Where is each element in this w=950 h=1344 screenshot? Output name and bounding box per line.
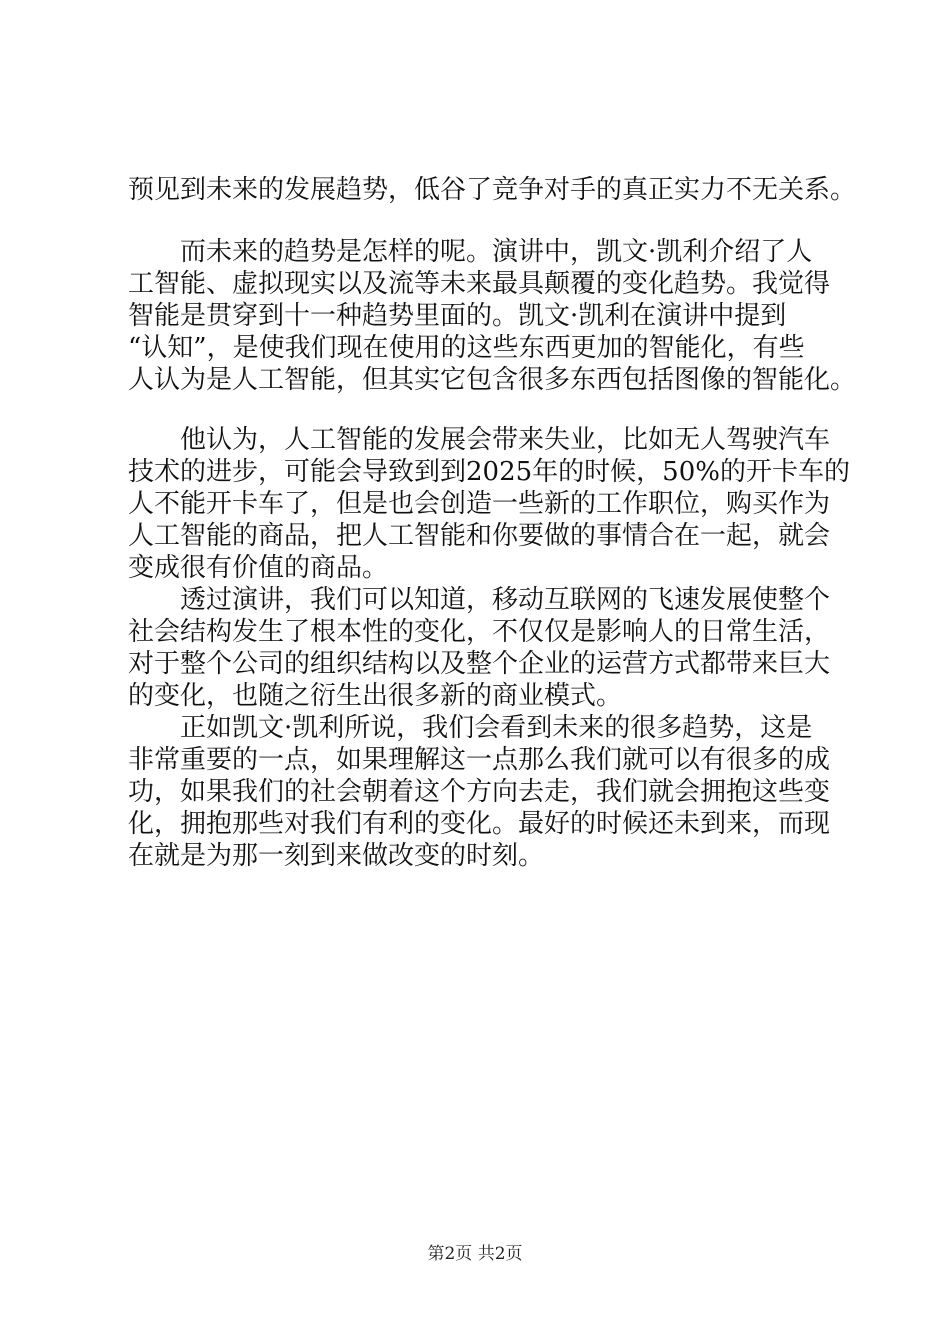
text-line: 化，拥抱那些对我们有利的变化。最好的时候还未到来，而现 [128, 809, 831, 839]
text-line: 变成很有价值的商品。 [128, 553, 389, 583]
page-number-footer: 第2页 共2页 [427, 1244, 523, 1264]
text-line: 的变化，也随之衍生出很多新的商业模式。 [128, 681, 623, 711]
text-line: 人认为是人工智能，但其实它包含很多东西包括图像的智能化。 [128, 365, 857, 395]
text-line: 社会结构发生了根本性的变化，不仅仅是影响人的日常生活， [128, 617, 831, 647]
text-line: 正如凯文·凯利所说，我们会看到未来的很多趋势，这是 [128, 713, 813, 743]
text-line: 在就是为那一刻到来做改变的时刻。 [128, 841, 545, 871]
text-line: 对于整个公司的组织结构以及整个企业的运营方式都带来巨大 [128, 649, 831, 679]
text-line: 人不能开卡车了，但是也会创造一些新的工作职位，购买作为 [128, 489, 831, 519]
text-line: 非常重要的一点，如果理解这一点那么我们就可以有很多的成 [128, 745, 831, 775]
text-line: 智能是贯穿到十一种趋势里面的。凯文·凯利在演讲中提到 [128, 301, 787, 331]
text-line: 工智能、虚拟现实以及流等未来最具颠覆的变化趋势。我觉得 [128, 269, 831, 299]
text-line: “认知”，是使我们现在使用的这些东西更加的智能化，有些 [128, 333, 805, 363]
text-line: 功，如果我们的社会朝着这个方向去走，我们就会拥抱这些变 [128, 777, 831, 807]
text-line: 透过演讲，我们可以知道，移动互联网的飞速发展使整个 [128, 585, 831, 615]
text-line: 预见到未来的发展趋势，低谷了竞争对手的真正实力不无关系。 [128, 175, 857, 205]
text-line: 人工智能的商品，把人工智能和你要做的事情合在一起，就会 [128, 521, 831, 551]
text-line: 技术的进步，可能会导致到到2025年的时候，50%的开卡车的 [128, 457, 850, 487]
text-line: 他认为，人工智能的发展会带来失业，比如无人驾驶汽车 [128, 425, 831, 455]
text-line: 而未来的趋势是怎样的呢。演讲中，凯文·凯利介绍了人 [128, 237, 813, 267]
